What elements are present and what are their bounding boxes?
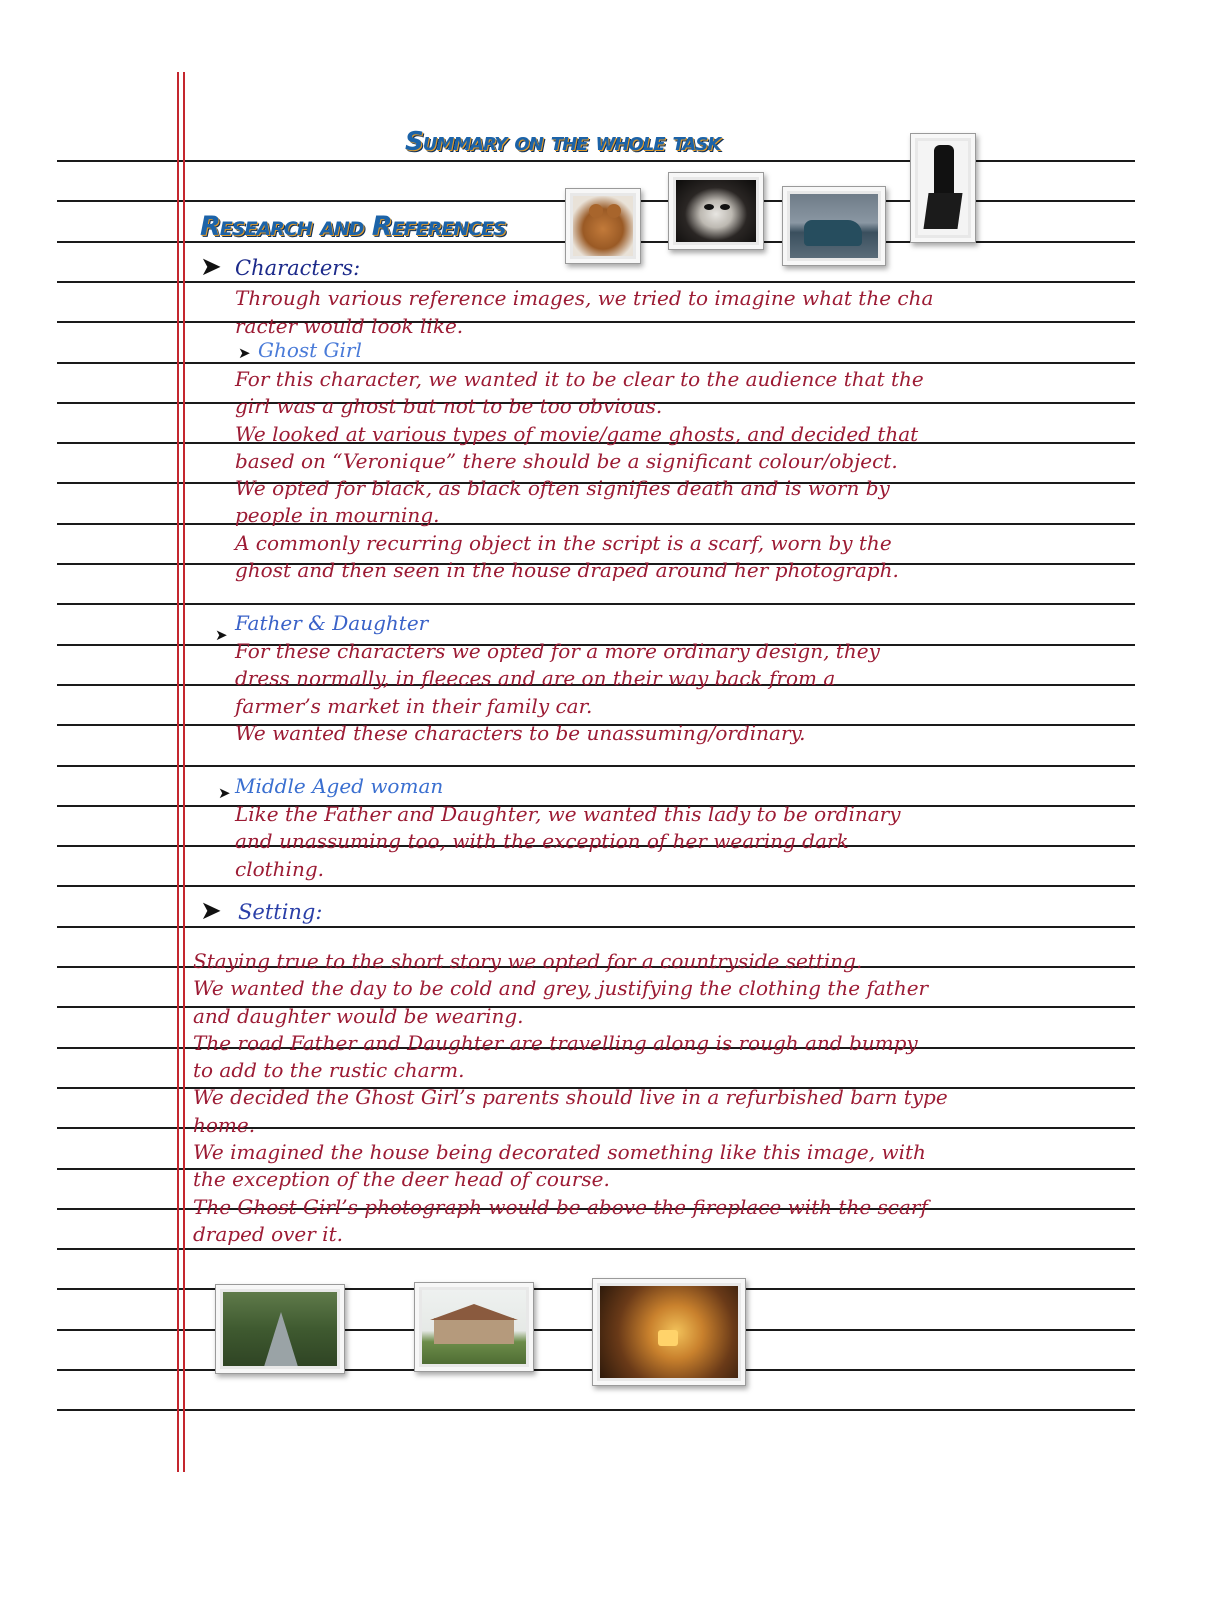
ruled-line [57, 926, 1135, 928]
cottage-interior-image [592, 1278, 746, 1386]
bullet-arrow-icon: ➤ [215, 626, 228, 644]
heading-characters: Characters: [235, 256, 361, 280]
barn-house-image [414, 1282, 534, 1372]
bullet-arrow-icon: ➤ [200, 252, 222, 282]
heading-father-daughter: Father & Daughter [235, 611, 429, 635]
father-daughter-text: For these characters we opted for a more ordinary design, they dress normally, in fleeces and are on their way back from a farmer’s market in their family car. We wanted these characters to be unassuming/ordinary. [235, 639, 880, 745]
heading-ghost-girl: Ghost Girl [258, 338, 362, 362]
characters-intro: Through various reference images, we tried to imagine what the cha racter would look like. [235, 286, 934, 338]
heading-middle-aged-woman: Middle Aged woman [235, 774, 444, 798]
ghost-girl-face-image [668, 172, 764, 250]
page-title: Summary on the whole task [405, 127, 721, 157]
country-road-image [215, 1284, 345, 1374]
ruled-line [57, 603, 1135, 605]
ghost-girl-text: For this character, we wanted it to be clear to the audience that the girl was a ghost but not to be too obvious. We looked at various types of movie/game ghosts, and decided that based on “Veronique” there should be a significant colour/object. We opted for black, as black often signifies death and is worn by people in mourning. A commonly recurring object in the script is a scarf, worn by the ghost and then seen in the house draped around her photograph. [235, 367, 924, 583]
setting-text: Staying true to the short story we opted for a countryside setting. We wanted the day to be cold and grey, justifying the clothing the father and daughter would be wearing. The road Father and Daughter are travelling along is rough and bumpy to add to the rustic charm. We decided the Ghost Girl’s parents should live in a refurbished barn type home. We imagined the house being decorated something like this image, with the exception of the deer head of course. The Ghost Girl’s photograph would be above the fireplace with the scarf draped over it. [193, 949, 948, 1246]
ruled-line [57, 885, 1135, 887]
section-title-research: Research and References [200, 211, 506, 242]
bullet-arrow-icon: ➤ [218, 784, 231, 802]
ruled-line [57, 1409, 1135, 1411]
ruled-line [57, 362, 1135, 364]
heading-setting: Setting: [238, 900, 323, 924]
bullet-arrow-icon: ➤ [238, 344, 251, 362]
bullet-arrow-icon: ➤ [200, 896, 222, 926]
black-scarf-image [910, 133, 976, 243]
middle-aged-text: Like the Father and Daughter, we wanted this lady to be ordinary and unassuming too, with the exception of her wearing dark clothing. [235, 802, 901, 881]
family-car-image [782, 186, 886, 266]
margin-line-right [183, 72, 185, 1472]
margin-line-left [177, 72, 179, 1472]
teddy-bear-image [565, 188, 641, 264]
ruled-line [57, 1248, 1135, 1250]
ruled-line [57, 765, 1135, 767]
